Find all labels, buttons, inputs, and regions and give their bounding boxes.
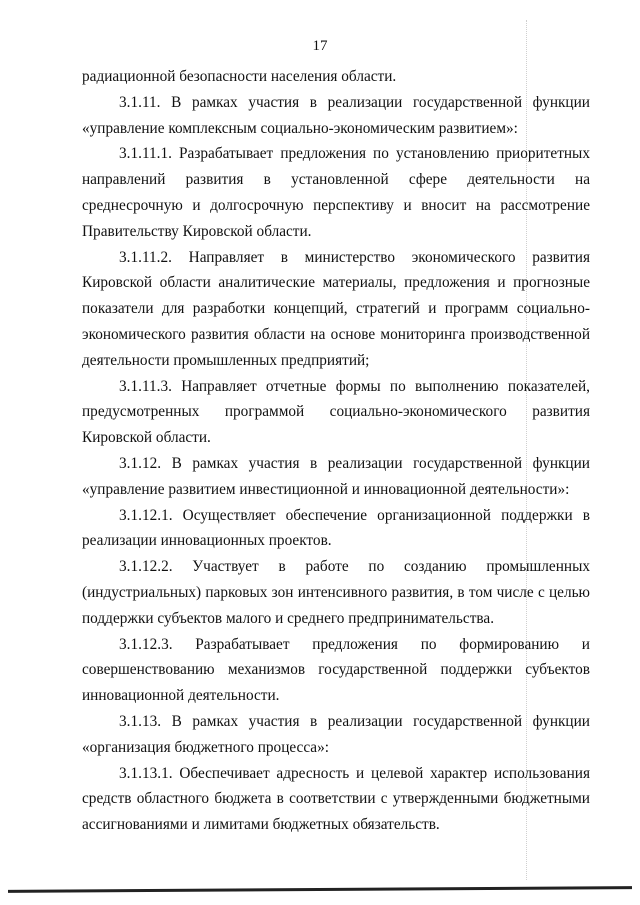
paragraph-3-1-12-1: 3.1.12.1. Осуществляет обеспечение организационной поддержки в реализации инновационных проектов.	[82, 506, 590, 550]
paragraph-3-1-11: 3.1.11. В рамках участия в реализации государственной функции «управление комплексным социально-экономическим развитием»:	[82, 93, 590, 137]
paragraph-3-1-11-3: 3.1.11.3. Направляет отчетные формы по выполнению показателей, предусмотренных программой социально-экономического развития Кировской области.	[82, 377, 590, 447]
paragraph-3-1-12-2: 3.1.12.2. Участвует в работе по созданию промышленных (индустриальных) парковых зон интенсивного развития, в том числе с целью поддержки субъектов малого и среднего предпринимательства.	[82, 558, 590, 627]
paragraph-3-1-11-1: 3.1.11.1. Разрабатывает предложения по установлению приоритетных направлений развития в установленной сфере деятельности на среднесрочную и долгосрочную перспективу и вносит на рассмотрение Правительству Кировской области.	[82, 145, 590, 240]
paragraph-3-1-12: 3.1.12. В рамках участия в реализации государственной функции «управление развитием инвестиционной и инновационной деятельности»:	[82, 454, 590, 498]
paragraph-continuation: радиационной безопасности населения области.	[82, 68, 397, 85]
document-body	[82, 64, 590, 838]
bottom-scan-border	[8, 886, 632, 893]
page-number: 17	[312, 38, 328, 54]
paragraph-3-1-12-3: 3.1.12.3. Разрабатывает предложения по формированию и совершенствованию механизмов государственной поддержки субъектов инновационной деятельности.	[82, 635, 590, 705]
paragraph-3-1-11-2: 3.1.11.2. Направляет в министерство экономического развития Кировской области аналитические материалы, предложения и прогнозные показатели для разработки концепций, стратегий и программ социально-экономического развития области на основе мониторинга производственной деятельности промышленных предприятий;	[82, 248, 590, 369]
paragraph-3-1-13-1: 3.1.13.1. Обеспечивает адресность и целевой характер использования средств областного бюджета в соответствии с утвержденными бюджетными ассигнованиями и лимитами бюджетных обязательств.	[82, 764, 590, 834]
paragraph-3-1-13: 3.1.13. В рамках участия в реализации государственной функции «организация бюджетного процесса»:	[82, 712, 590, 756]
